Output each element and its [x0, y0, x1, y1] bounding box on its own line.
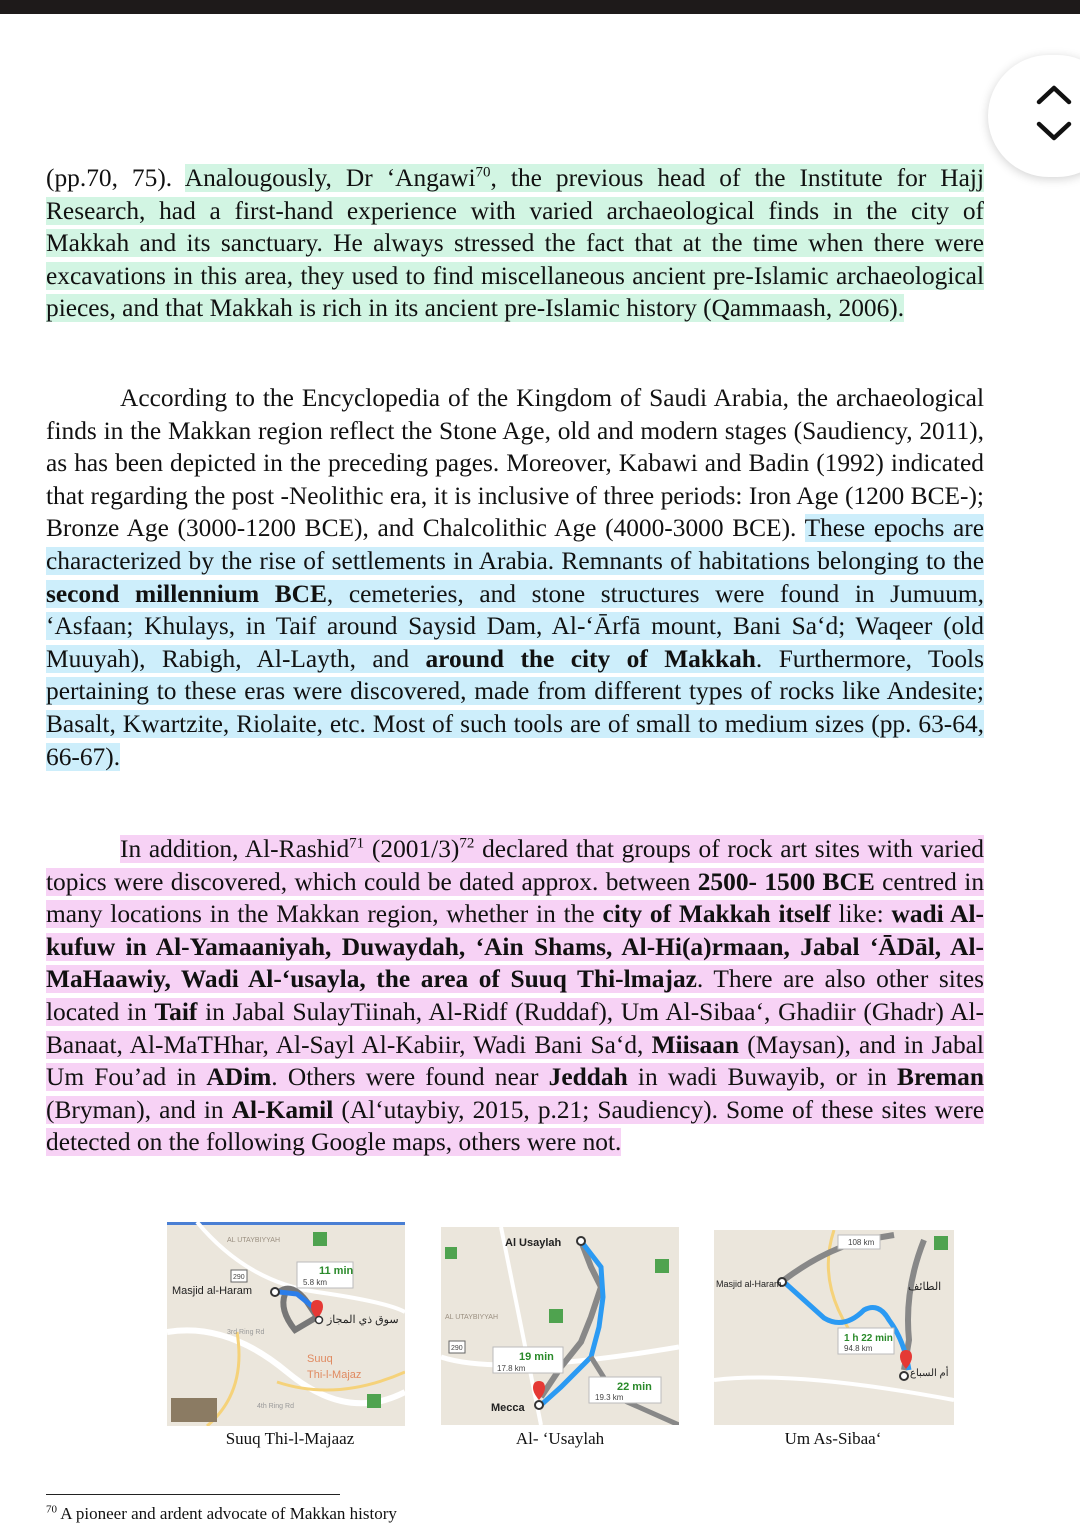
paragraph-2-highlight-text: These epochs are characterized by the rise of settlements in Arabia. Remnants of habitations belonging to the [46, 514, 984, 575]
map2-shield: 290 [451, 1345, 463, 1352]
paragraph-2 [46, 382, 984, 773]
p3-text: In addition, Al-Rashid [120, 835, 350, 863]
map3-top-label: 108 km [848, 1238, 875, 1247]
map2-distance-1: 17.8 km [497, 1364, 526, 1373]
map2-time-1: 19 min [519, 1351, 554, 1363]
highlight-green [46, 164, 984, 322]
map2-top-label: Al Usaylah [505, 1237, 562, 1249]
bold-term: Taif [154, 997, 198, 1026]
paragraph-3 [46, 833, 984, 1159]
map3-distance: 94.8 km [844, 1344, 873, 1353]
footnote-number: 70 [46, 1503, 57, 1516]
paragraph-1-highlight-text-2: , the previous head of the Institute for Hajj Research, had a first-hand experience with varied archaeological finds in the city of Makkah and its sanctuary. He always stressed the fact that at the time when there were excavations in this area, they used to find miscellaneous ancient pre-Islamic archaeological pieces, and that Makkah is rich in its ancient pre-Islamic history (Qammaash, 2006). [46, 164, 984, 323]
map-al-usaylah[interactable] [441, 1227, 679, 1425]
map2-city-label: Mecca [491, 1402, 525, 1414]
footnote-ref-72[interactable]: 72 [459, 835, 475, 852]
bold-term: wadi Al-kufuw in Al-Yamaaniyah, Duwaydah, ‘Ain Shams, Al-Hi(a)rmaan, Jabal ‘ĀDāl, Al-MaHaawiy, Wadi Al-‘usayla, the area of Suuq Thi-lmajaz [46, 900, 985, 994]
bold-term: Al-Kamil [231, 1095, 334, 1124]
p3-text: (Maysan), and in Jabal Um Fou’ad in [46, 1030, 984, 1092]
map1-road-2: 4th Ring Rd [257, 1403, 294, 1410]
footnote-divider [46, 1494, 340, 1495]
p3-text: like: [830, 900, 892, 929]
bold-term: around the city of Makkah [425, 644, 756, 673]
footnote-ref-70[interactable]: 70 [475, 164, 491, 181]
paragraph-1 [46, 162, 984, 325]
p3-text: . Others were found near [271, 1063, 549, 1092]
map1-shield: 290 [233, 1274, 245, 1281]
p3-text: (2001/3) [364, 835, 460, 863]
map2-caption: Al- ‘Usaylah [515, 1429, 605, 1448]
map1-road: 3rd Ring Rd [227, 1329, 265, 1336]
p3-text: in wadi Buwayib, or in [627, 1063, 898, 1092]
map1-origin-label: Masjid al-Haram [172, 1285, 253, 1297]
p3-text: . There are also other sites located in [46, 965, 985, 1026]
p3-text: (Al‘utaybiy, 2015, p.21; Saudiency). Some of these sites were detected on the following Google maps, others were not. [46, 1095, 984, 1157]
bold-term: Jeddah [548, 1063, 628, 1092]
map1-arabic-label: سوق ذي المجاز [327, 1314, 399, 1326]
map1-caption: Suuq Thi-l-Majaaz [225, 1429, 355, 1448]
footnote-text: A pioneer and ardent advocate of Makkan history [57, 1504, 397, 1523]
top-bar [0, 0, 1080, 14]
map3-caption: Um As-Sibaa‘ [784, 1429, 882, 1448]
paragraph-2-highlight-text-2: , cemeteries, and stone structures were found in Jumuum, ‘Asfaan; Khulays, in Taif around Saysid Dam, Al-‘Ārfā mount, Bani Sa‘d; Waqeer (old Muuyah), Rabigh, Al-Layth, and [46, 579, 984, 673]
map-um-as-sibaa[interactable] [714, 1230, 954, 1425]
p3-text: declared that groups of rock art sites with varied topics were discovered, which could be dated approx. between [46, 835, 984, 896]
map2-district: AL UTAYBIYYAH [445, 1314, 499, 1321]
highlight-pink [46, 835, 984, 1156]
bold-term: second millennium BCE [46, 579, 327, 608]
map1-site-label-2: Thi-l-Majaz [307, 1369, 362, 1381]
footnote-ref-71[interactable]: 71 [349, 835, 365, 852]
map1-time: 11 min [319, 1265, 354, 1277]
map-suuq-thi-l-majaaz[interactable] [167, 1222, 405, 1426]
p3-text: in Jabal SulayTiinah, Al-Ridf (Ruddaf), Um Al-Sibaa‘, Ghadiir (Ghadr) Al-Banaat, Al-MaTHhar, Al-Sayl Al-Kabiir, Wadi Bani Sa‘d, [46, 997, 984, 1059]
bold-term: 2500- 1500 BCE [697, 867, 875, 896]
bold-term: ADim [206, 1063, 272, 1092]
paragraph-2-highlight-text-3: . Furthermore, Tools pertaining to these eras were discovered, made from different types of rocks like Andesite; Basalt, Kwartzite, Riolaite, etc. Most of such tools are of small to medium sizes (pp. 63-64, 66-67). [46, 644, 984, 771]
map1-site-label: Suuq [307, 1353, 333, 1365]
bold-term: Breman [897, 1063, 984, 1092]
p3-text: (Bryman), and in [46, 1095, 232, 1124]
paragraph-1-highlight-text: Analougously, Dr ‘Angawi [184, 164, 476, 192]
map1-distance: 5.8 km [303, 1278, 328, 1287]
map3-origin-label: Masjid al-Haram [716, 1279, 782, 1289]
highlight-blue [46, 514, 984, 770]
bold-term: Miisaan [651, 1030, 740, 1059]
paragraph-1-text: (pp.70, 75). [46, 164, 185, 192]
bold-term: city of Makkah itself [602, 900, 831, 929]
page-nav-button[interactable] [988, 55, 1080, 177]
map3-arabic-label-1: أم السباع [910, 1368, 949, 1379]
chevron-down-icon[interactable] [1036, 121, 1072, 143]
map1-district-label: AL UTAYBIYYAH [227, 1237, 281, 1244]
map3-time: 1 h 22 min [844, 1333, 893, 1344]
footnote-70 [46, 1504, 397, 1524]
map2-distance-2: 19.3 km [595, 1393, 624, 1402]
chevron-up-icon[interactable] [1036, 83, 1072, 105]
map2-time-2: 22 min [617, 1381, 652, 1393]
map3-arabic-label-2: الطائف [908, 1281, 942, 1293]
paragraph-2-text: According to the Encyclopedia of the Kingdom of Saudi Arabia, the archaeological finds in the Makkan region reflect the Stone Age, old and modern stages (Saudiency, 2011), as has been depicted in the preceding pages. Moreover, Kabawi and Badin (1992) indicated that regarding the post -Neolithic era, it is inclusive of three periods: Iron Age (1200 BCE-); Bronze Age (3000-1200 BCE), and Chalcolithic Age (4000-3000 BCE). [46, 384, 984, 543]
p3-text: centred in many locations in the Makkan region, whether in the [46, 867, 985, 929]
